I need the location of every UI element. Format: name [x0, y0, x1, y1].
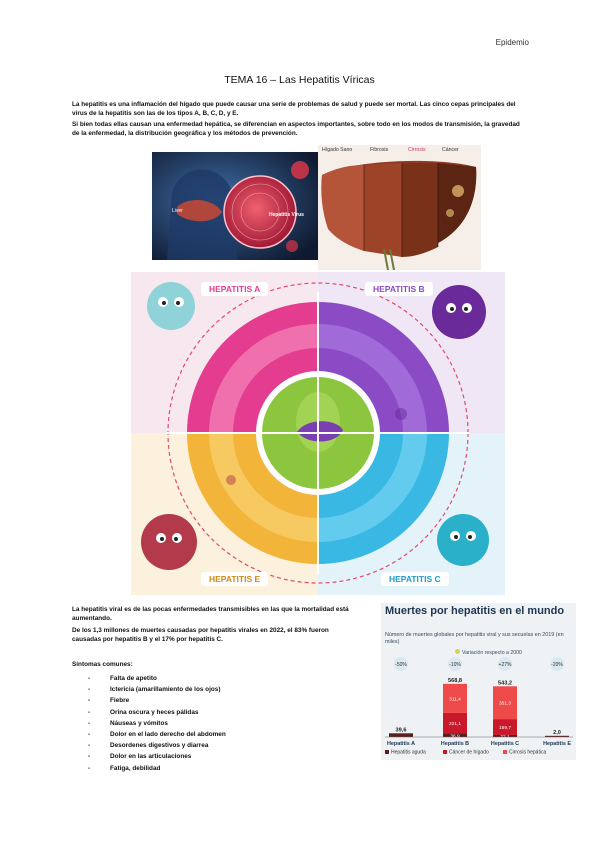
category-label: Hepatitis E: [543, 741, 571, 747]
bar-total-label: 2,0: [553, 729, 561, 736]
variation-label: Variación respecto a 2000: [462, 650, 522, 656]
list-item: - Fatiga, debilidad: [88, 763, 226, 774]
variation-value: -50%: [395, 662, 407, 668]
variation-value: +27%: [498, 662, 512, 668]
mortality-paragraph: La hepatitis viral es de las pocas enfermedades transmisibles en las que la mortalidad está aumentando.: [72, 606, 349, 623]
list-item: - Falta de apetito: [88, 673, 226, 684]
deaths-chart: [381, 603, 576, 760]
bar-segment-label: 36,9: [450, 734, 460, 740]
stage-cancer-label: Cáncer: [442, 147, 459, 153]
legend-swatch: [443, 750, 447, 754]
intro-paragraph-2: Si bien todas ellas causan una enfermedad hepática, se diferencian en aspectos importantes, sobre todo en los modos de transmisión, la gravedad de la enfermedad, la distribución geográfica y los métodos de prevención.: [72, 121, 520, 138]
list-item: - Dolor en las articulaciones: [88, 751, 226, 762]
legend-label: Cirrosis hepática: [509, 749, 547, 756]
virus-a-icon: [147, 282, 195, 330]
bar-segment-label: 311,4: [449, 697, 461, 703]
bar-segment-label: 221,1: [448, 722, 462, 728]
category-label: Hepatitis A: [387, 741, 415, 747]
virus-c-icon: [437, 514, 489, 566]
variation-dot-icon: [455, 649, 460, 654]
virus-b-icon: [432, 285, 486, 339]
list-item: - Dolor en el lado derecho del abdomen: [88, 729, 226, 740]
hepatitis-virus-illustration: [152, 152, 318, 260]
variation-value: -10%: [449, 662, 461, 668]
list-item: - Náuseas y vómitos: [88, 718, 226, 729]
bar-total-label: 543,2: [498, 680, 512, 687]
variation-value: -20%: [551, 662, 563, 668]
stage-fibrosis-label: Fibrosis: [370, 147, 389, 153]
symptoms-list: [88, 673, 226, 774]
liver-stages-figure: [318, 145, 481, 270]
category-label: Hepatitis C: [490, 741, 520, 747]
stage-healthy-label: Hígado Sano: [322, 147, 353, 153]
legend-label: Cáncer de hígado: [449, 749, 489, 756]
bar-total-label: 568,8: [448, 677, 462, 684]
bar-segment-label: 22,1: [500, 734, 510, 740]
virus-label: Hepatitis Virus: [269, 212, 304, 218]
category-label: Hepatitis B: [440, 741, 470, 747]
legend-swatch: [385, 750, 389, 754]
variation-legend: [455, 649, 522, 656]
label-hepatitis-e: HEPATITIS E: [201, 572, 268, 586]
virus-e-icon: [141, 514, 197, 570]
deaths-paragraph: De los 1,3 millones de muertes causadas por hepatitis virales en 2022, el 83% fueron causadas por hepatitis B y el 17% por hepatitis C.: [72, 627, 329, 644]
chart-subtitle: Número de muertes globales por hepatitis viral y sus secuelas en 2019 (en miles): [385, 632, 564, 645]
list-item: - Orina oscura y heces pálidas: [88, 707, 226, 718]
list-item: - Fiebre: [88, 695, 226, 706]
header-subject: Epidemio: [495, 38, 529, 47]
hepatitis-types-infographic: [131, 272, 505, 595]
page-title: TEMA 16 – Las Hepatitis Víricas: [224, 74, 375, 86]
bar-segment-label: 351,3: [498, 701, 512, 707]
bar-total-label: 39,6: [395, 727, 407, 734]
label-hepatitis-c: HEPATITIS C: [381, 572, 449, 586]
symptoms-title: Síntomas comunes:: [72, 661, 133, 668]
label-hepatitis-b: HEPATITIS B: [365, 282, 433, 296]
liver-label: Liver: [172, 208, 183, 214]
legend-swatch: [503, 750, 507, 754]
list-item: - Desordenes digestivos y diarrea: [88, 740, 226, 751]
intro-paragraph-1: La hepatitis es una inflamación del hígado que puede causar una serie de problemas de salud y puede ser mortal. Las cinco cepas principales del virus de la hepatitis son las de los tipos A, B, C, D, y E.: [72, 101, 516, 118]
label-hepatitis-a: HEPATITIS A: [201, 282, 268, 296]
list-item: - Ictericia (amarillamiento de los ojos): [88, 684, 226, 695]
chart-title: Muertes por hepatitis en el mundo: [385, 605, 565, 617]
stage-cirrhosis-label: Cirrosis: [408, 147, 426, 153]
bar-segment-label: 169,7: [498, 726, 512, 732]
chart-plot: [381, 657, 576, 760]
legend-label: Hepatitis aguda: [391, 749, 426, 756]
bar-segment: [389, 733, 413, 737]
